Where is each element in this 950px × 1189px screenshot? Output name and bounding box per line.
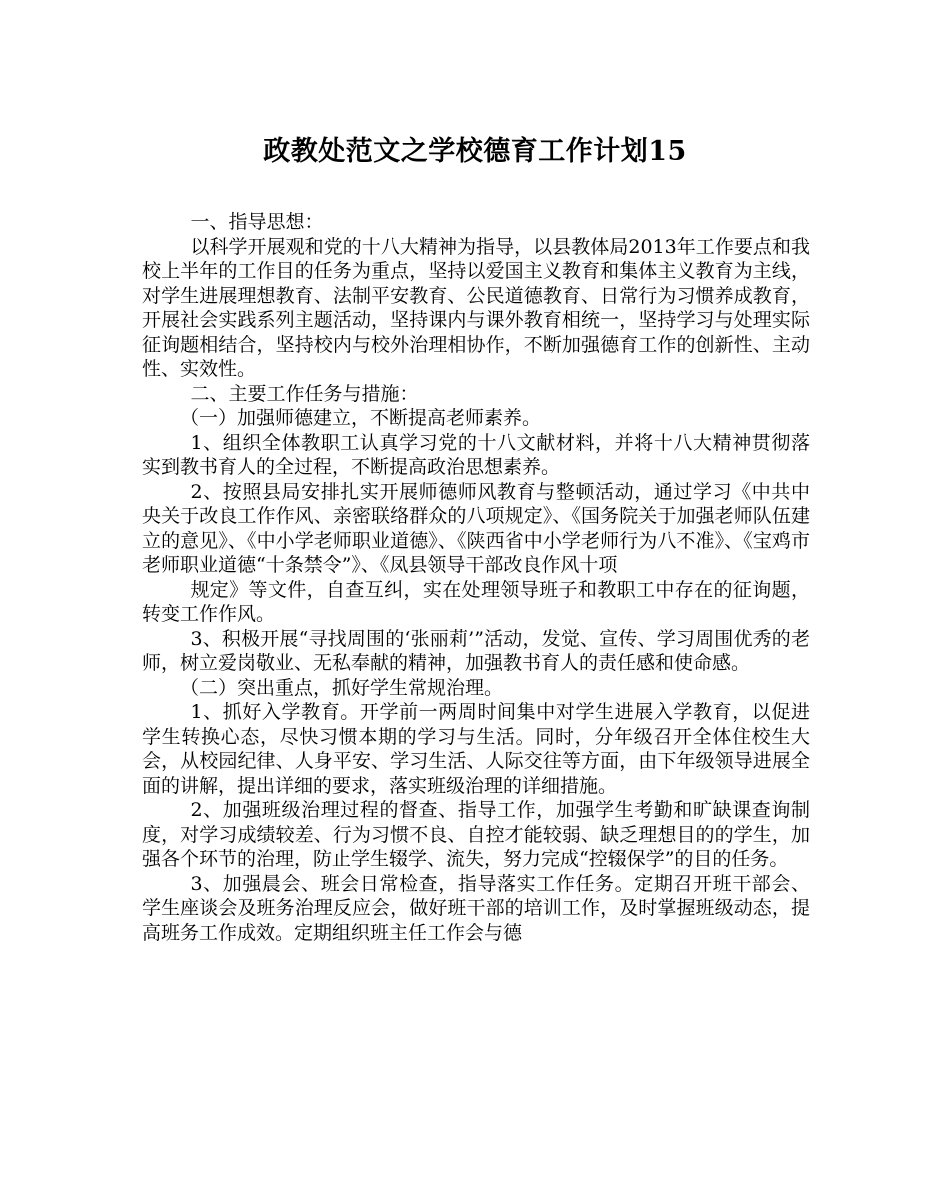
subsection-heading-student-management: （二）突出重点，抓好学生常规治理。: [180, 676, 504, 699]
paragraph: 2、加强班级治理过程的督查、指导工作，加强学生考勤和旷缺课查询制度，对学习成绩较差、行为习惯不良、自控才能较弱、缺乏理想目的的学生，加强各个环节的治理，防止学生辍学、流失，努力完成“控辍保学”的目的任务。: [142, 799, 810, 870]
paragraph: 3、加强晨会、班会日常检查，指导落实工作任务。定期召开班干部会、学生座谈会及班务治理反应会，做好班干部的培训工作，及时掌握班级动态，提高班务工作成效。定期组织班主任工作会与德: [142, 872, 810, 944]
section-heading-guiding-thought: 一、指导思想：: [190, 211, 324, 233]
paragraph: 以科学开展观和党的十八大精神为指导，以县教体局2013年工作要点和我校上半年的工作目的任务为重点，坚持以爱国主义教育和集体主义教育为主线，对学生进展理想教育、法制平安教育、公民道德教育、日常行为习惯养成教育，开展社会实践系列主题活动，坚持课内与课外教育相统一，坚持学习与处理实际征询题相结合，坚持校内与校外治理相协作，不断加强德育工作的创新性、主动性、实效性。: [142, 235, 810, 380]
document-title: 政教处范文之学校德育工作计划15: [263, 136, 687, 167]
paragraph: 规定》等文件，自查互纠，实在处理领导班子和教职工中存在的征询题，转变工作作风。: [142, 578, 810, 625]
paragraph: 2、按照县局安排扎实开展师德师风教育与整顿活动，通过学习《中共中央关于改良工作作风、亲密联络群众的八项规定》、《国务院关于加强老师队伍建立的意见》、《中小学老师职业道德》、《陕西省中小学老师行为八不准》、《宝鸡市老师职业道德“十条禁令”》、《凤县领导干部改良作风十项: [142, 480, 810, 576]
document-body: [142, 210, 810, 945]
section-heading-main-tasks: 二、主要工作任务与措施：: [190, 382, 419, 405]
paragraph: 3、积极开展“寻找周围的‘张丽莉’”活动，发觉、宣传、学习周围优秀的老师，树立爱岗敬业、无私奉献的精神，加强教书育人的责任感和使命感。: [142, 627, 810, 674]
paragraph: 1、组织全体教职工认真学习党的十八文献材料，并将十八大精神贯彻落实到教书育人的全过程，不断提高政治思想素养。: [142, 431, 810, 478]
subsection-heading-teacher-ethics: （一）加强师德建立，不断提高老师素养。: [180, 407, 542, 429]
paragraph: 1、抓好入学教育。开学前一两周时间集中对学生进展入学教育，以促进学生转换心态，尽快习惯本期的学习与生活。同时，分年级召开全体住校生大会，从校园纪律、人身平安、学习生活、人际交往等方面，由下年级领导进展全面的讲解，提出详细的要求，落实班级治理的详细措施。: [142, 701, 810, 797]
